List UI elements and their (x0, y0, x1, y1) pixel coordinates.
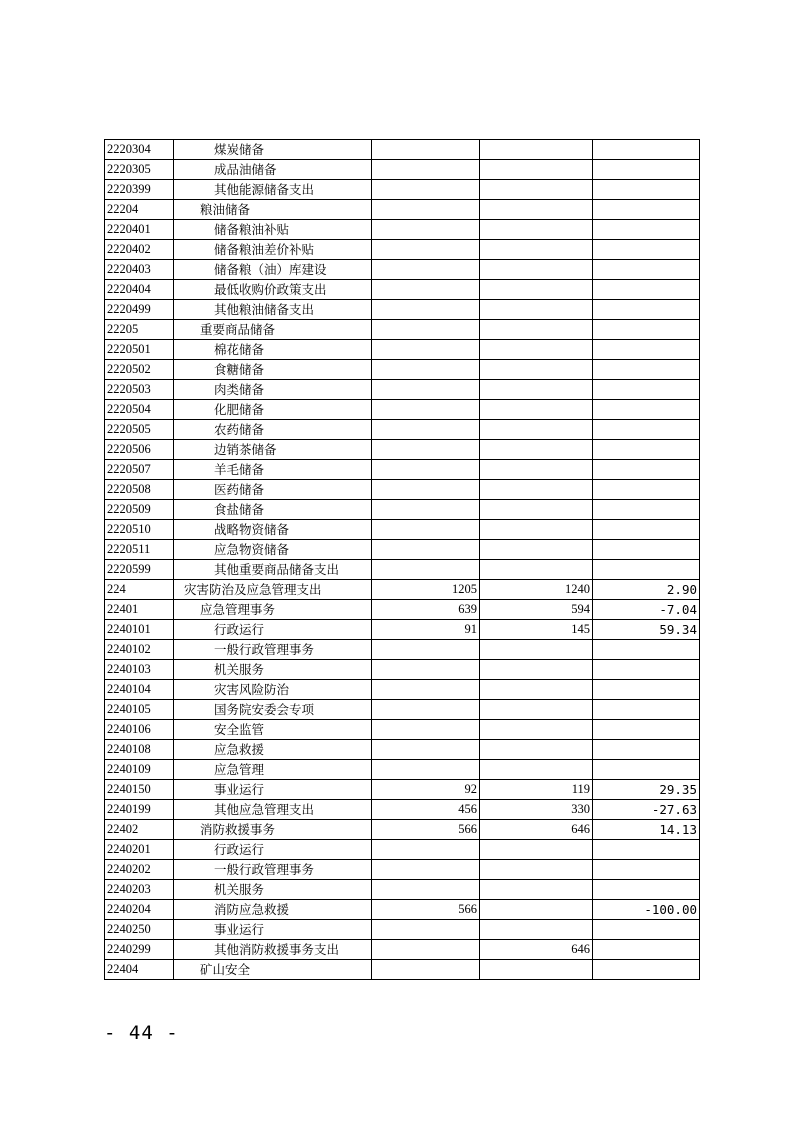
row-code: 2220506 (105, 440, 174, 460)
row-value-1: 566 (372, 900, 480, 920)
row-change-pct (593, 840, 700, 860)
row-change-pct (593, 520, 700, 540)
row-value-2 (480, 360, 593, 380)
row-code: 2220403 (105, 260, 174, 280)
row-name: 机关服务 (174, 880, 372, 900)
row-change-pct (593, 540, 700, 560)
table-row (105, 340, 700, 360)
table-row (105, 220, 700, 240)
row-code: 2240106 (105, 720, 174, 740)
row-code: 2220399 (105, 180, 174, 200)
row-change-pct (593, 340, 700, 360)
table-row (105, 580, 700, 600)
row-value-2 (480, 280, 593, 300)
row-value-1 (372, 240, 480, 260)
row-value-2 (480, 860, 593, 880)
table-row (105, 260, 700, 280)
row-value-1 (372, 440, 480, 460)
row-change-pct (593, 880, 700, 900)
table-row (105, 760, 700, 780)
row-change-pct (593, 180, 700, 200)
row-value-1 (372, 480, 480, 500)
row-value-2 (480, 480, 593, 500)
row-change-pct (593, 680, 700, 700)
row-change-pct: 29.35 (593, 780, 700, 800)
row-name: 医药储备 (174, 480, 372, 500)
table-row (105, 440, 700, 460)
row-change-pct (593, 700, 700, 720)
row-value-1: 92 (372, 780, 480, 800)
row-code: 2240105 (105, 700, 174, 720)
row-value-1 (372, 320, 480, 340)
row-code: 2220502 (105, 360, 174, 380)
row-name: 一般行政管理事务 (174, 640, 372, 660)
table-row (105, 280, 700, 300)
row-code: 2240203 (105, 880, 174, 900)
row-value-1: 566 (372, 820, 480, 840)
row-value-2 (480, 460, 593, 480)
row-name: 应急物资储备 (174, 540, 372, 560)
row-name: 灾害防治及应急管理支出 (174, 580, 372, 600)
row-change-pct (593, 640, 700, 660)
row-value-2 (480, 400, 593, 420)
row-value-2 (480, 440, 593, 460)
row-value-2: 646 (480, 940, 593, 960)
row-name: 肉类储备 (174, 380, 372, 400)
row-change-pct (593, 860, 700, 880)
row-change-pct (593, 760, 700, 780)
row-value-2 (480, 520, 593, 540)
row-value-2 (480, 500, 593, 520)
row-change-pct (593, 440, 700, 460)
row-code: 2240204 (105, 900, 174, 920)
row-change-pct (593, 960, 700, 980)
row-name: 储备粮油补贴 (174, 220, 372, 240)
row-change-pct (593, 720, 700, 740)
row-name: 国务院安委会专项 (174, 700, 372, 720)
row-name: 事业运行 (174, 780, 372, 800)
row-code: 2240199 (105, 800, 174, 820)
row-value-1 (372, 880, 480, 900)
table-row (105, 360, 700, 380)
row-value-1: 91 (372, 620, 480, 640)
row-name: 灾害风险防治 (174, 680, 372, 700)
row-change-pct: -100.00 (593, 900, 700, 920)
budget-table-body (105, 140, 700, 980)
row-value-1 (372, 360, 480, 380)
row-name: 安全监管 (174, 720, 372, 740)
row-name: 边销茶储备 (174, 440, 372, 460)
table-row (105, 140, 700, 160)
row-value-1 (372, 300, 480, 320)
table-row (105, 180, 700, 200)
row-value-1: 639 (372, 600, 480, 620)
row-name: 应急救援 (174, 740, 372, 760)
row-code: 2240108 (105, 740, 174, 760)
row-value-2 (480, 880, 593, 900)
row-value-1 (372, 420, 480, 440)
row-code: 22205 (105, 320, 174, 340)
table-row (105, 620, 700, 640)
row-name: 矿山安全 (174, 960, 372, 980)
row-value-2 (480, 540, 593, 560)
row-code: 2240250 (105, 920, 174, 940)
row-change-pct (593, 940, 700, 960)
budget-table (104, 139, 700, 980)
row-value-2 (480, 200, 593, 220)
row-name: 一般行政管理事务 (174, 860, 372, 880)
row-value-2 (480, 960, 593, 980)
row-value-2 (480, 420, 593, 440)
row-value-1 (372, 400, 480, 420)
row-name: 消防应急救援 (174, 900, 372, 920)
row-name: 化肥储备 (174, 400, 372, 420)
row-value-2 (480, 760, 593, 780)
row-name: 其他重要商品储备支出 (174, 560, 372, 580)
row-value-2: 594 (480, 600, 593, 620)
table-row (105, 400, 700, 420)
row-code: 2220304 (105, 140, 174, 160)
row-value-1 (372, 380, 480, 400)
table-row (105, 240, 700, 260)
row-change-pct (593, 920, 700, 940)
row-value-2: 330 (480, 800, 593, 820)
row-value-2 (480, 900, 593, 920)
row-change-pct (593, 400, 700, 420)
row-value-2 (480, 660, 593, 680)
row-value-1 (372, 660, 480, 680)
table-row (105, 700, 700, 720)
row-change-pct (593, 260, 700, 280)
row-change-pct (593, 420, 700, 440)
row-value-2 (480, 140, 593, 160)
table-row (105, 540, 700, 560)
row-name: 成品油储备 (174, 160, 372, 180)
row-code: 2220504 (105, 400, 174, 420)
row-value-1 (372, 840, 480, 860)
row-name: 应急管理事务 (174, 600, 372, 620)
row-code: 2220501 (105, 340, 174, 360)
row-name: 粮油储备 (174, 200, 372, 220)
row-value-2: 1240 (480, 580, 593, 600)
table-row (105, 940, 700, 960)
row-value-1 (372, 280, 480, 300)
table-row (105, 680, 700, 700)
row-change-pct (593, 660, 700, 680)
row-value-1 (372, 740, 480, 760)
row-code: 224 (105, 580, 174, 600)
row-value-1 (372, 340, 480, 360)
row-value-1 (372, 220, 480, 240)
row-code: 22401 (105, 600, 174, 620)
row-value-2 (480, 160, 593, 180)
table-row (105, 880, 700, 900)
row-code: 2240102 (105, 640, 174, 660)
row-change-pct (593, 560, 700, 580)
table-row (105, 840, 700, 860)
row-value-1 (372, 180, 480, 200)
table-row (105, 380, 700, 400)
row-change-pct (593, 360, 700, 380)
row-value-2 (480, 340, 593, 360)
row-code: 2240104 (105, 680, 174, 700)
row-value-2 (480, 740, 593, 760)
row-name: 储备粮（油）库建设 (174, 260, 372, 280)
row-change-pct (593, 500, 700, 520)
row-value-1: 1205 (372, 580, 480, 600)
row-value-2 (480, 680, 593, 700)
table-row (105, 860, 700, 880)
row-code: 2220505 (105, 420, 174, 440)
row-code: 2220401 (105, 220, 174, 240)
row-value-2: 119 (480, 780, 593, 800)
row-value-1 (372, 720, 480, 740)
row-name: 应急管理 (174, 760, 372, 780)
row-change-pct (593, 460, 700, 480)
row-value-1 (372, 860, 480, 880)
row-value-1 (372, 960, 480, 980)
row-value-1 (372, 520, 480, 540)
row-code: 2220499 (105, 300, 174, 320)
row-code: 22402 (105, 820, 174, 840)
row-code: 2220599 (105, 560, 174, 580)
table-row (105, 800, 700, 820)
row-name: 其他应急管理支出 (174, 800, 372, 820)
table-row (105, 160, 700, 180)
row-value-2 (480, 840, 593, 860)
row-value-1 (372, 700, 480, 720)
row-code: 2220507 (105, 460, 174, 480)
row-value-2: 145 (480, 620, 593, 640)
row-change-pct (593, 240, 700, 260)
row-code: 2240299 (105, 940, 174, 960)
row-value-1 (372, 260, 480, 280)
table-row (105, 460, 700, 480)
row-name: 储备粮油差价补贴 (174, 240, 372, 260)
row-value-2 (480, 300, 593, 320)
row-change-pct: -7.04 (593, 600, 700, 620)
table-row (105, 660, 700, 680)
row-name: 食糖储备 (174, 360, 372, 380)
row-value-1 (372, 200, 480, 220)
row-change-pct (593, 320, 700, 340)
row-value-2 (480, 180, 593, 200)
row-name: 行政运行 (174, 840, 372, 860)
table-row (105, 600, 700, 620)
row-change-pct (593, 160, 700, 180)
table-row (105, 300, 700, 320)
row-name: 机关服务 (174, 660, 372, 680)
row-code: 22404 (105, 960, 174, 980)
row-value-2 (480, 700, 593, 720)
row-change-pct (593, 380, 700, 400)
row-change-pct (593, 740, 700, 760)
row-change-pct (593, 220, 700, 240)
table-row (105, 420, 700, 440)
row-change-pct (593, 300, 700, 320)
row-value-1 (372, 540, 480, 560)
row-name: 其他能源储备支出 (174, 180, 372, 200)
row-code: 2220305 (105, 160, 174, 180)
row-name: 消防救援事务 (174, 820, 372, 840)
table-row (105, 780, 700, 800)
row-name: 农药储备 (174, 420, 372, 440)
row-value-1 (372, 680, 480, 700)
row-value-1 (372, 560, 480, 580)
table-row (105, 500, 700, 520)
row-change-pct: -27.63 (593, 800, 700, 820)
row-value-2 (480, 380, 593, 400)
row-value-2: 646 (480, 820, 593, 840)
table-row (105, 640, 700, 660)
row-change-pct (593, 280, 700, 300)
row-name: 行政运行 (174, 620, 372, 640)
row-value-2 (480, 720, 593, 740)
row-code: 2240150 (105, 780, 174, 800)
row-code: 2220508 (105, 480, 174, 500)
row-value-2 (480, 560, 593, 580)
table-row (105, 920, 700, 940)
row-change-pct: 2.90 (593, 580, 700, 600)
row-code: 22204 (105, 200, 174, 220)
row-value-2 (480, 320, 593, 340)
row-name: 其他消防救援事务支出 (174, 940, 372, 960)
row-code: 2220509 (105, 500, 174, 520)
row-change-pct: 14.13 (593, 820, 700, 840)
row-change-pct (593, 140, 700, 160)
table-row (105, 820, 700, 840)
row-code: 2220402 (105, 240, 174, 260)
row-name: 重要商品储备 (174, 320, 372, 340)
row-name: 棉花储备 (174, 340, 372, 360)
row-code: 2220511 (105, 540, 174, 560)
row-change-pct (593, 200, 700, 220)
table-row (105, 740, 700, 760)
row-name: 食盐储备 (174, 500, 372, 520)
row-code: 2240101 (105, 620, 174, 640)
row-name: 最低收购价政策支出 (174, 280, 372, 300)
row-value-2 (480, 640, 593, 660)
row-value-1: 456 (372, 800, 480, 820)
row-code: 2220503 (105, 380, 174, 400)
table-row (105, 200, 700, 220)
row-value-1 (372, 640, 480, 660)
row-value-2 (480, 920, 593, 940)
row-code: 2240202 (105, 860, 174, 880)
row-name: 其他粮油储备支出 (174, 300, 372, 320)
row-code: 2220404 (105, 280, 174, 300)
row-code: 2220510 (105, 520, 174, 540)
row-value-2 (480, 260, 593, 280)
row-name: 事业运行 (174, 920, 372, 940)
table-row (105, 520, 700, 540)
table-row (105, 900, 700, 920)
row-value-2 (480, 220, 593, 240)
table-row (105, 480, 700, 500)
row-value-1 (372, 760, 480, 780)
row-value-2 (480, 240, 593, 260)
row-name: 羊毛储备 (174, 460, 372, 480)
row-name: 战略物资储备 (174, 520, 372, 540)
row-value-1 (372, 940, 480, 960)
row-code: 2240201 (105, 840, 174, 860)
row-code: 2240103 (105, 660, 174, 680)
row-name: 煤炭储备 (174, 140, 372, 160)
row-value-1 (372, 920, 480, 940)
table-row (105, 320, 700, 340)
row-change-pct: 59.34 (593, 620, 700, 640)
table-row (105, 560, 700, 580)
row-value-1 (372, 460, 480, 480)
row-change-pct (593, 480, 700, 500)
row-code: 2240109 (105, 760, 174, 780)
page-number: - 44 - (104, 1022, 179, 1044)
row-value-1 (372, 500, 480, 520)
table-row (105, 960, 700, 980)
row-value-1 (372, 160, 480, 180)
row-value-1 (372, 140, 480, 160)
table-row (105, 720, 700, 740)
